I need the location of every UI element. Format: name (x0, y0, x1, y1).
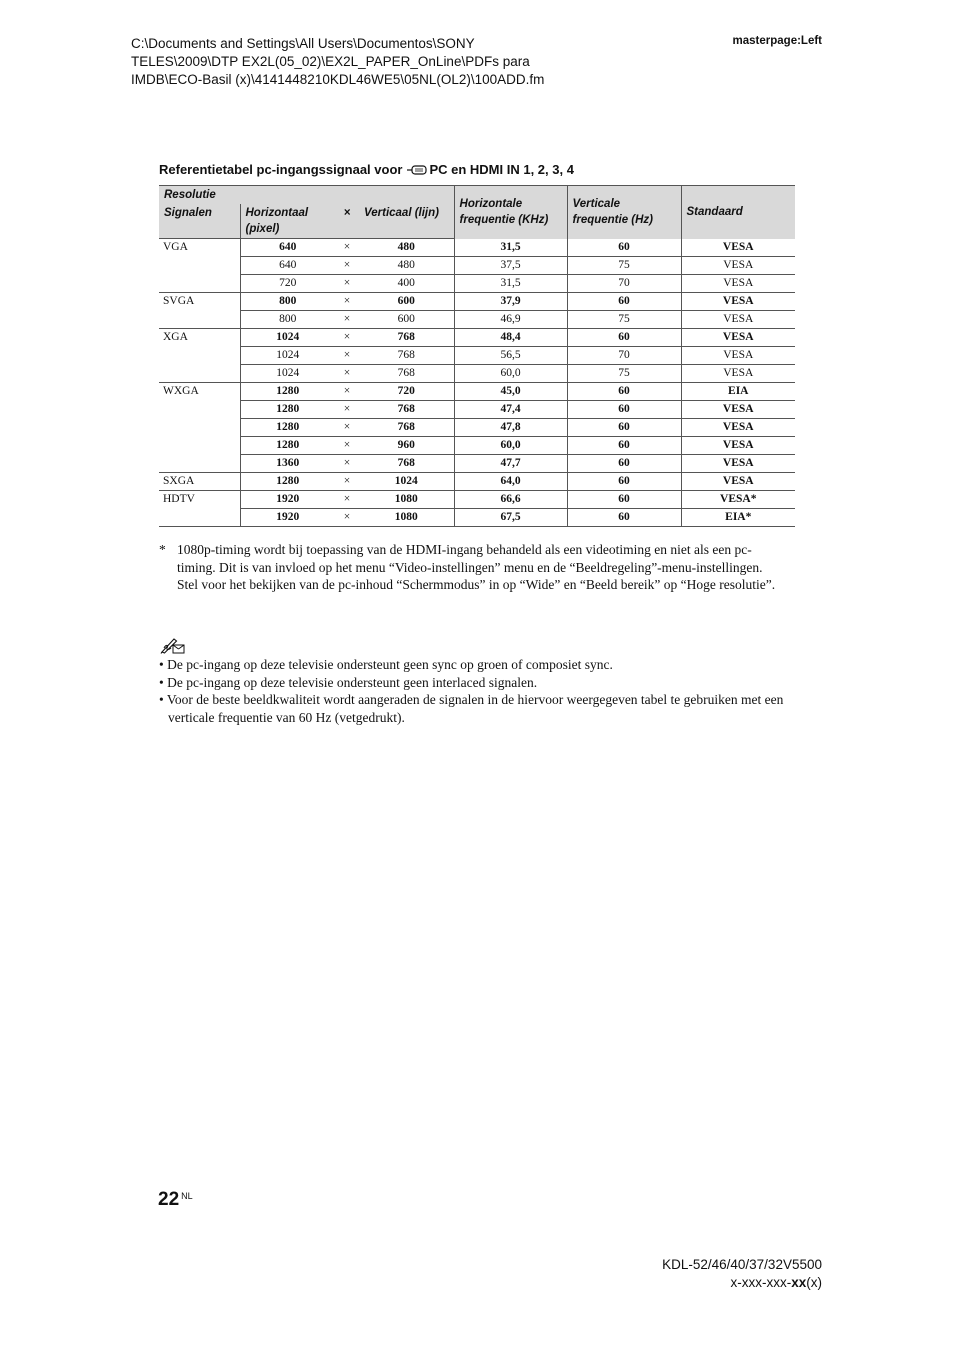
table-body (159, 239, 795, 527)
vertical-line-cell: 600 (359, 311, 454, 329)
horizontal-frequency-cell: 46,9 (454, 311, 567, 329)
footnote-marker: * (159, 542, 166, 557)
horizontal-frequency-cell: 67,5 (454, 509, 567, 527)
vertical-line-cell: 480 (359, 239, 454, 257)
vertical-frequency-cell: 75 (567, 365, 681, 383)
file-path-header (131, 35, 651, 89)
header-vertical-frequency: Verticale frequentie (Hz) (567, 186, 681, 239)
times-cell: × (335, 275, 359, 293)
vertical-frequency-cell: 60 (567, 437, 681, 455)
vertical-frequency-cell: 60 (567, 401, 681, 419)
standard-cell: VESA (681, 239, 795, 257)
horizontal-frequency-cell: 64,0 (454, 473, 567, 491)
times-cell: × (335, 257, 359, 275)
horizontal-pixel-cell: 640 (240, 257, 335, 275)
times-cell: × (335, 239, 359, 257)
vertical-frequency-cell: 60 (567, 419, 681, 437)
vertical-frequency-cell: 60 (567, 491, 681, 509)
horizontal-pixel-cell: 1024 (240, 329, 335, 347)
times-cell: × (335, 329, 359, 347)
note-item: • Voor de beste beeldkwaliteit wordt aangeraden de signalen in de hiervoor weergegeven tabel te gebruiken met een verticale frequentie van 60 Hz (vetgedrukt). (159, 692, 784, 725)
times-cell: × (335, 293, 359, 311)
horizontal-pixel-cell: 1024 (240, 365, 335, 383)
horizontal-pixel-cell: 1280 (240, 437, 335, 455)
horizontal-frequency-cell: 47,8 (454, 419, 567, 437)
standard-cell: VESA (681, 437, 795, 455)
code-bold: xx (791, 1275, 807, 1290)
standard-cell: VESA (681, 329, 795, 347)
table-row (159, 293, 795, 311)
vertical-frequency-cell: 60 (567, 455, 681, 473)
model-info (662, 1256, 822, 1292)
table-title-suffix: PC en HDMI IN 1, 2, 3, 4 (429, 162, 574, 177)
horizontal-frequency-cell: 45,0 (454, 383, 567, 401)
signal-name-cell: WXGA (159, 383, 240, 473)
times-cell: × (335, 437, 359, 455)
vertical-frequency-cell: 70 (567, 347, 681, 365)
table-row (159, 419, 795, 437)
standard-cell: VESA (681, 347, 795, 365)
times-cell: × (335, 347, 359, 365)
horizontal-frequency-cell: 56,5 (454, 347, 567, 365)
horizontal-pixel-cell: 1360 (240, 455, 335, 473)
path-line: TELES\2009\DTP EX2L(05_02)\EX2L_PAPER_OnLine\PDFs para (131, 54, 530, 69)
header-horizontal-frequency: Horizontale frequentie (KHz) (454, 186, 567, 239)
vertical-line-cell: 768 (359, 365, 454, 383)
vertical-line-cell: 768 (359, 455, 454, 473)
signal-reference-table (159, 185, 795, 527)
vertical-frequency-cell: 75 (567, 257, 681, 275)
note-item: • De pc-ingang op deze televisie ondersteunt geen sync op groen of composiet sync. (159, 657, 613, 672)
horizontal-frequency-cell: 47,7 (454, 455, 567, 473)
vertical-line-cell: 400 (359, 275, 454, 293)
horizontal-pixel-cell: 1280 (240, 383, 335, 401)
standard-cell: VESA (681, 473, 795, 491)
times-cell: × (335, 311, 359, 329)
header-verticaal: Verticaal (lijn) (359, 204, 454, 239)
horizontal-frequency-cell: 37,5 (454, 257, 567, 275)
vertical-line-cell: 768 (359, 347, 454, 365)
vertical-frequency-cell: 60 (567, 509, 681, 527)
signal-name-cell: VGA (159, 239, 240, 293)
standard-cell: EIA* (681, 509, 795, 527)
table-row (159, 329, 795, 347)
vertical-line-cell: 768 (359, 419, 454, 437)
vertical-frequency-cell: 70 (567, 275, 681, 293)
horizontal-frequency-cell: 60,0 (454, 365, 567, 383)
vertical-line-cell: 1080 (359, 491, 454, 509)
page-language: NL (181, 1191, 193, 1201)
horizontal-frequency-cell: 60,0 (454, 437, 567, 455)
standard-cell: VESA (681, 311, 795, 329)
code-suffix: (x) (806, 1275, 822, 1290)
signal-name-cell: SVGA (159, 293, 240, 329)
vertical-frequency-cell: 75 (567, 311, 681, 329)
times-cell: × (335, 491, 359, 509)
horizontal-pixel-cell: 800 (240, 293, 335, 311)
table-row (159, 239, 795, 257)
table-row (159, 347, 795, 365)
horizontal-pixel-cell: 720 (240, 275, 335, 293)
signal-name-cell: XGA (159, 329, 240, 383)
path-line: IMDB\ECO-Basil (x)\4141448210KDL46WE5\05NL(OL2)\100ADD.fm (131, 72, 545, 87)
signal-name-cell: SXGA (159, 473, 240, 491)
header-signalen: Signalen (159, 204, 240, 239)
masterpage-label: masterpage:Left (732, 35, 822, 47)
vertical-line-cell: 720 (359, 383, 454, 401)
table-row (159, 437, 795, 455)
horizontal-pixel-cell: 1920 (240, 509, 335, 527)
standard-cell: EIA (681, 383, 795, 401)
page-number (158, 1189, 193, 1211)
note-pencil-icon (160, 636, 186, 654)
note-item: • De pc-ingang op deze televisie ondersteunt geen interlaced signalen. (159, 674, 538, 690)
table-row (159, 275, 795, 293)
standard-cell: VESA (681, 257, 795, 275)
document-code (662, 1274, 822, 1292)
vertical-line-cell: 768 (359, 401, 454, 419)
vertical-frequency-cell: 60 (567, 383, 681, 401)
times-cell: × (335, 509, 359, 527)
vertical-line-cell: 768 (359, 329, 454, 347)
horizontal-frequency-cell: 31,5 (454, 275, 567, 293)
standard-cell: VESA (681, 293, 795, 311)
horizontal-pixel-cell: 1280 (240, 473, 335, 491)
table-row (159, 365, 795, 383)
table-row (159, 491, 795, 509)
table-row (159, 401, 795, 419)
horizontal-pixel-cell: 1280 (240, 419, 335, 437)
vertical-frequency-cell: 60 (567, 293, 681, 311)
table-title (159, 162, 574, 177)
code-prefix: x-xxx-xxx- (730, 1275, 792, 1290)
times-cell: × (335, 365, 359, 383)
header-resolutie: Resolutie (159, 186, 454, 205)
standard-cell: VESA (681, 275, 795, 293)
vertical-frequency-cell: 60 (567, 239, 681, 257)
horizontal-pixel-cell: 640 (240, 239, 335, 257)
notes-list (159, 656, 789, 726)
table-row (159, 383, 795, 401)
vertical-line-cell: 480 (359, 257, 454, 275)
times-cell: × (335, 401, 359, 419)
table-row (159, 311, 795, 329)
times-cell: × (335, 473, 359, 491)
table-row (159, 473, 795, 491)
signal-name-cell: HDTV (159, 491, 240, 527)
path-line: C:\Documents and Settings\All Users\Documentos\SONY (131, 36, 475, 51)
horizontal-frequency-cell: 37,9 (454, 293, 567, 311)
horizontal-pixel-cell: 1024 (240, 347, 335, 365)
standard-cell: VESA (681, 365, 795, 383)
header-horizontaal: Horizontaal (pixel) (240, 204, 335, 239)
vertical-line-cell: 1080 (359, 509, 454, 527)
page-number-value: 22 (158, 1189, 180, 1210)
standard-cell: VESA (681, 419, 795, 437)
footnote-paragraph: 1080p-timing wordt bij toepassing van de HDMI-ingang behandeld als een videotiming en niet als een pc-timing. Dit is van invloed op het menu “Video-instellingen” menu en de “Beeldregeling”-menu-instellingen. (177, 542, 763, 575)
standard-cell: VESA* (681, 491, 795, 509)
vertical-line-cell: 960 (359, 437, 454, 455)
horizontal-frequency-cell: 47,4 (454, 401, 567, 419)
horizontal-pixel-cell: 1280 (240, 401, 335, 419)
table-row (159, 509, 795, 527)
header-times: × (335, 204, 359, 239)
vertical-line-cell: 600 (359, 293, 454, 311)
vertical-frequency-cell: 60 (567, 473, 681, 491)
footnote-paragraph: Stel voor het bekijken van de pc-inhoud “Schermmodus” in op “Wide” en “Beeld bereik” op “Hoge resolutie”. (177, 577, 776, 592)
table-row (159, 455, 795, 473)
vertical-line-cell: 1024 (359, 473, 454, 491)
model-number: KDL-52/46/40/37/32V5500 (662, 1257, 822, 1272)
horizontal-pixel-cell: 800 (240, 311, 335, 329)
table-title-text: Referentietabel pc-ingangssignaal voor (159, 162, 403, 177)
horizontal-frequency-cell: 31,5 (454, 239, 567, 257)
table-row (159, 257, 795, 275)
horizontal-frequency-cell: 66,6 (454, 491, 567, 509)
horizontal-frequency-cell: 48,4 (454, 329, 567, 347)
horizontal-pixel-cell: 1920 (240, 491, 335, 509)
pc-input-icon (406, 163, 428, 177)
times-cell: × (335, 383, 359, 401)
times-cell: × (335, 455, 359, 473)
standard-cell: VESA (681, 401, 795, 419)
footnote (159, 541, 789, 594)
vertical-frequency-cell: 60 (567, 329, 681, 347)
times-cell: × (335, 419, 359, 437)
header-standaard: Standaard (681, 186, 795, 239)
standard-cell: VESA (681, 455, 795, 473)
